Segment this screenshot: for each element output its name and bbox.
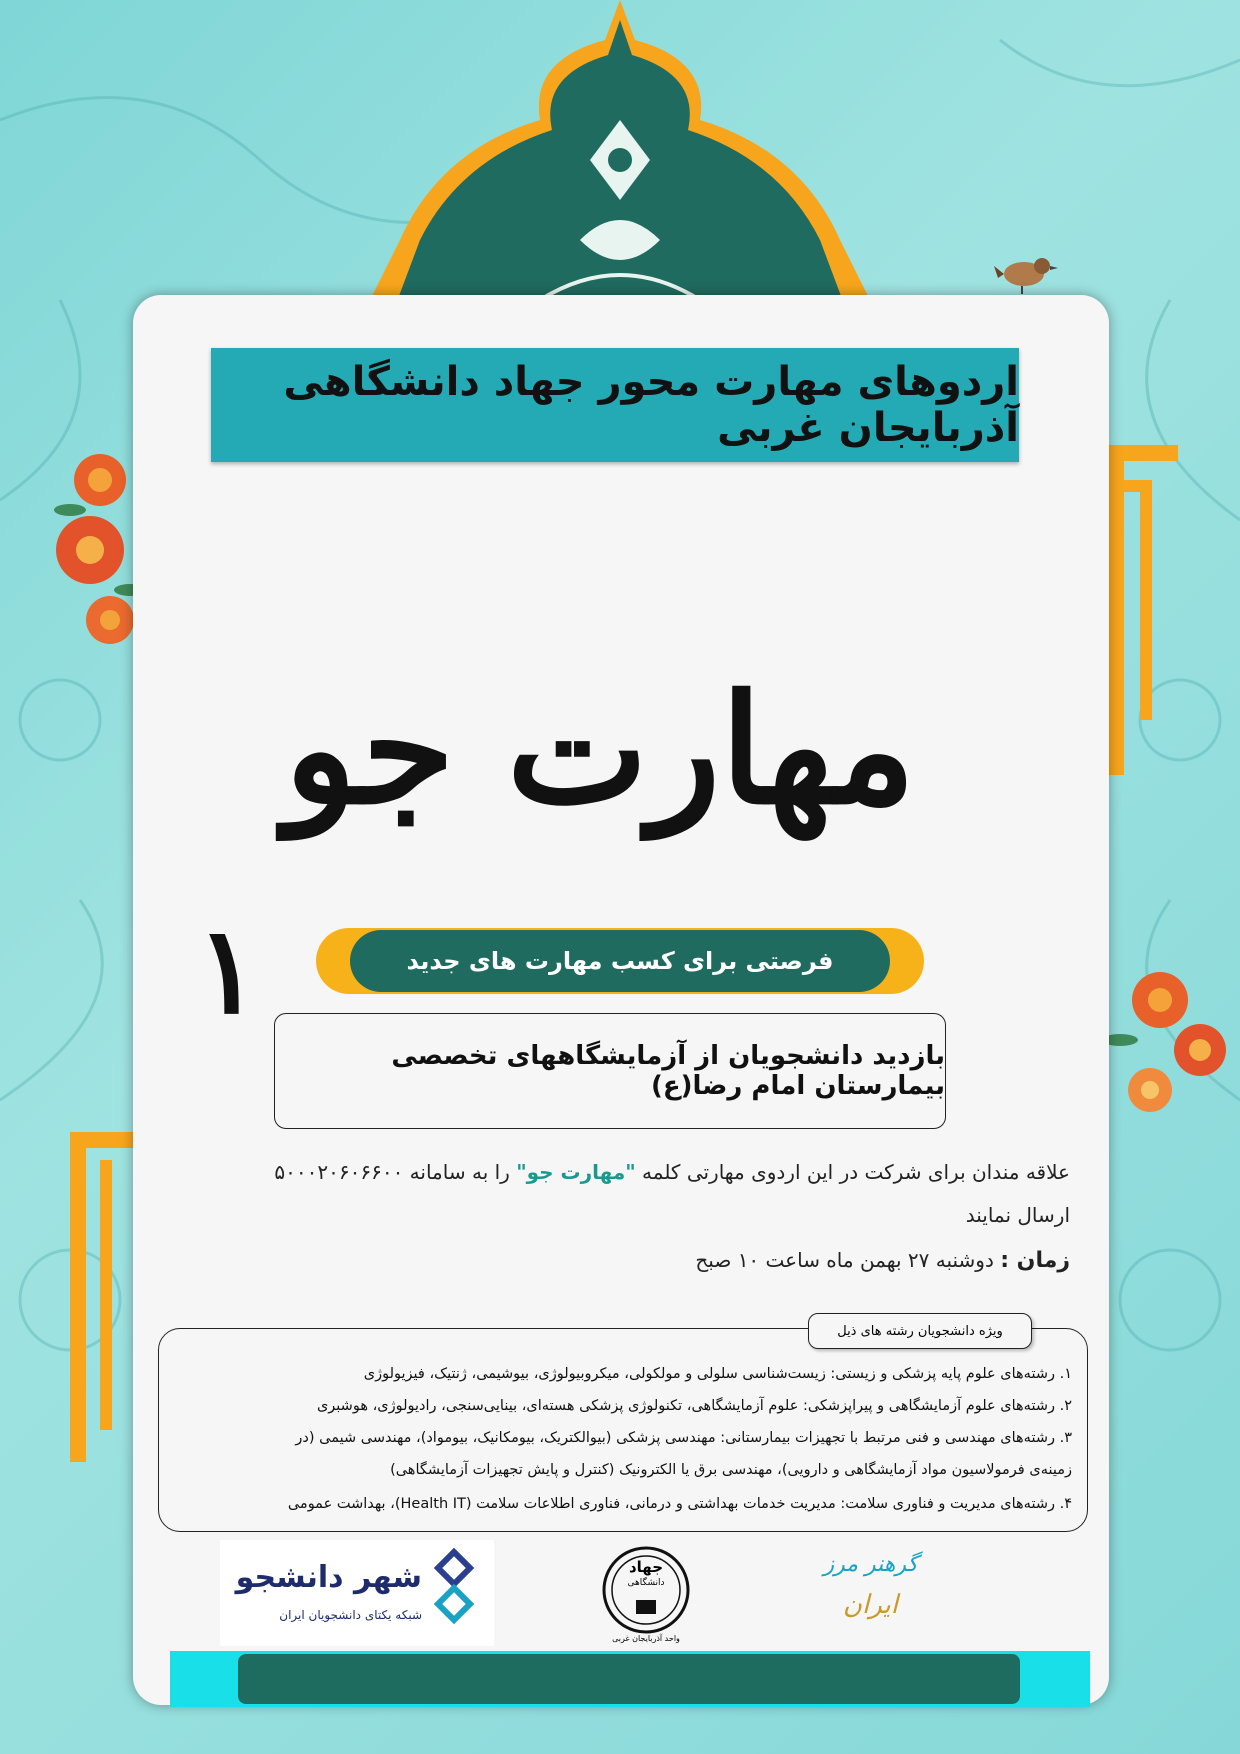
header-title-box [211, 348, 1019, 462]
pill-banner [350, 930, 890, 992]
field-item: زمینه‌ی فرمولاسیون مواد آزمایشگاهی و دارویی)، مهندسی برق یا الکترونیک (کنترل و پایش تجهیزات آزمایشگاهی) [390, 1462, 1072, 1478]
visit-box [274, 1013, 946, 1129]
interest-suffix: را به سامانه ۵۰۰۰۲۰۶۰۶۶۰۰ [274, 1160, 517, 1184]
jahad-title: جهاد [628, 1558, 664, 1576]
visit-text: بازدید دانشجویان از آزمایشگاههای تخصصی بیمارستان امام رضا(ع) [391, 1041, 945, 1101]
time-line [170, 1248, 1070, 1273]
edition-number: ۱ [195, 899, 261, 1041]
orange-frame-right-top-h [1108, 445, 1178, 461]
interest-line2: ارسال نمایند [965, 1203, 1070, 1227]
iran-text2: گرهنر مرز [823, 1552, 918, 1577]
shahr-logo-icon [434, 1548, 474, 1628]
orange-frame-right-top [1108, 445, 1124, 775]
fields-tab: ویژه دانشجویان رشته های ذیل [808, 1313, 1032, 1349]
bird-decoration [994, 248, 1064, 294]
header-title: اردوهای مهارت محور جهاد دانشگاهی آذربایجان غربی [283, 359, 1019, 451]
interest-prefix: علاقه مندان برای شرکت در این اردوی مهارتی کلمه [635, 1160, 1070, 1184]
orange-frame-left-v2 [100, 1160, 112, 1430]
jahad-bottom: واحد آذربایجان غربی [612, 1634, 680, 1643]
interest-line [170, 1160, 1070, 1184]
dome-ornament [280, 0, 960, 320]
time-label: زمان : [1000, 1248, 1070, 1273]
field-item: ۲. رشته‌های علوم آزمایشگاهی و پیراپزشکی: علوم آزمایشگاهی، تکنولوژی پزشکی هسته‌ای، بینایی‌سنجی، رادیولوژی، هوشبری [316, 1398, 1072, 1414]
shahr-daneshjoo-logo [220, 1540, 494, 1646]
interest-keyword: "مهارت جو" [516, 1160, 636, 1184]
flowers-right-decoration [1100, 960, 1240, 1140]
pill-text: فرصتی برای کسب مهارت های جدید [406, 947, 834, 975]
iran-honar-logo [798, 1548, 928, 1638]
orange-frame-left-bottom-h [70, 1132, 136, 1148]
shahr-title: شهر دانشجو [235, 1560, 422, 1595]
iran-text: ایران [842, 1590, 898, 1620]
field-item: ۱. رشته‌های علوم پایه پزشکی و زیستی: زیست‌شناسی سلولی و مولکولی، میکروبیولوژی، بیوشیمی، ژنتیک، فیزیولوژی [363, 1366, 1072, 1382]
bottom-band-inner [238, 1654, 1020, 1704]
time-value: دوشنبه ۲۷ بهمن ماه ساعت ۱۰ صبح [695, 1248, 1001, 1272]
jahad-sub: دانشگاهی [627, 1578, 665, 1588]
field-item: ۴. رشته‌های مدیریت و فناوری سلامت: مدیریت خدمات بهداشتی و درمانی، فناوری اطلاعات سلامت (Health IT)، بهداشت عمومی [287, 1496, 1072, 1512]
orange-frame-right-v2 [1140, 480, 1152, 720]
big-title: مهارت جو [284, 662, 916, 838]
field-item: ۳. رشته‌های مهندسی و فنی مرتبط با تجهیزات بیمارستانی: مهندسی پزشکی (بیوالکتریک، بیومکانیک، بیومواد)، مهندسی شیمی (در [295, 1430, 1072, 1446]
jahad-logo [598, 1538, 694, 1648]
orange-frame-left-bottom [70, 1132, 86, 1462]
shahr-subtitle: شبکه یکتای دانشجویان ایران [279, 1608, 422, 1622]
